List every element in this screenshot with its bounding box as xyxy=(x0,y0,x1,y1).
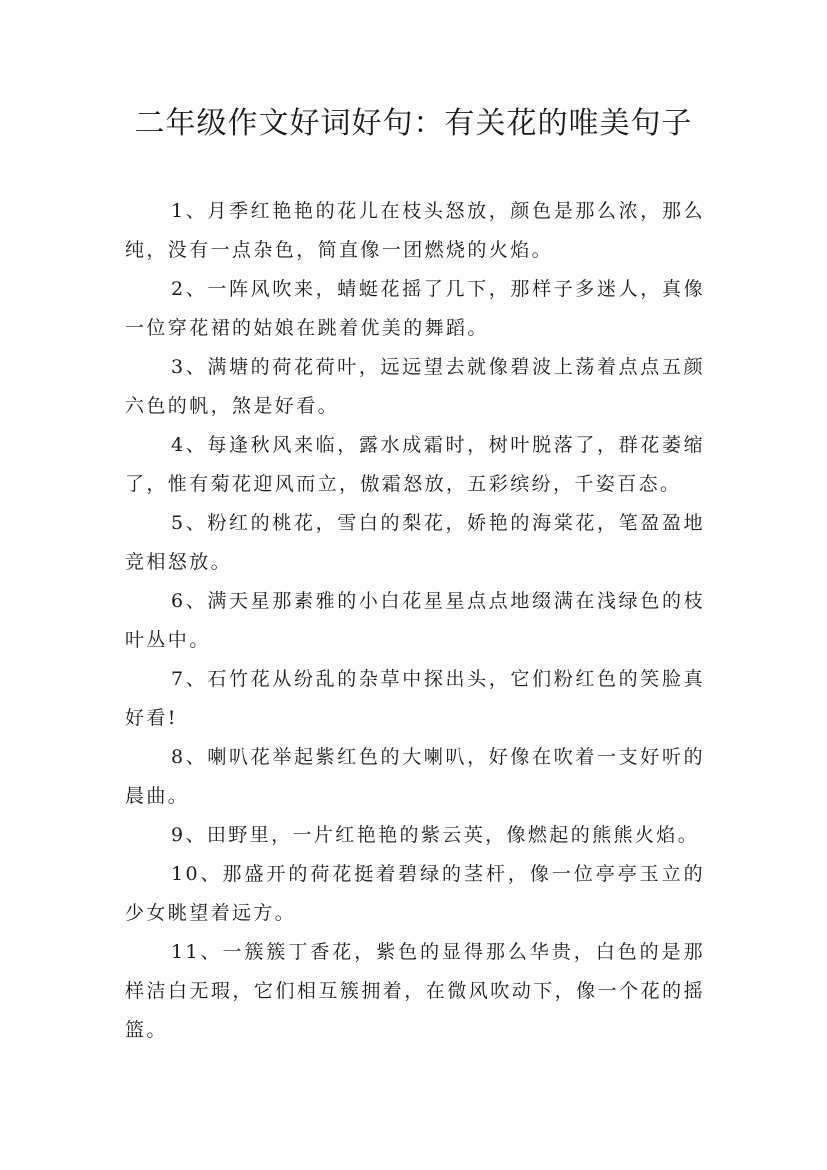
paragraph: 9、田野里，一片红艳艳的紫云英，像燃起的熊熊火焰。 xyxy=(171,824,700,846)
paragraph: 10、那盛开的荷花挺着碧绿的茎杆，像一位亭亭玉立的少女眺望着远方。 xyxy=(125,863,705,924)
paragraph: 2、一阵风吹来，蜻蜓花摇了几下，那样子多迷人，真像一位穿花裙的姑娘在跳着优美的舞蹈。 xyxy=(125,278,705,339)
document-title: 二年级作文好词好句：有关花的唯美句子 xyxy=(134,106,693,141)
paragraph: 3、满塘的荷花荷叶，远远望去就像碧波上荡着点点五颜六色的帆，煞是好看。 xyxy=(125,356,705,417)
paragraph: 1、月季红艳艳的花儿在枝头怒放，颜色是那么浓，那么纯，没有一点杂色，简直像一团燃烧的火焰。 xyxy=(125,200,705,261)
paragraph: 4、每逢秋风来临，露水成霜时，树叶脱落了，群花萎缩了，惟有菊花迎风而立，傲霜怒放，五彩缤纷，千姿百态。 xyxy=(125,434,705,495)
paragraph: 7、石竹花从纷乱的杂草中探出头，它们粉红色的笑脸真好看! xyxy=(125,668,705,729)
paragraph: 11、一簇簇丁香花，紫色的显得那么华贵，白色的是那样洁白无瑕，它们相互簇拥着，在微风吹动下，像一个花的摇篮。 xyxy=(125,941,705,1041)
paragraph: 6、满天星那素雅的小白花星星点点地缀满在浅绿色的枝叶丛中。 xyxy=(125,590,705,651)
document-body xyxy=(125,192,705,1050)
paragraph: 8、喇叭花举起紫红色的大喇叭，好像在吹着一支好听的晨曲。 xyxy=(125,746,705,807)
paragraph: 5、粉红的桃花，雪白的梨花，娇艳的海棠花，笔盈盈地竞相怒放。 xyxy=(125,512,705,573)
